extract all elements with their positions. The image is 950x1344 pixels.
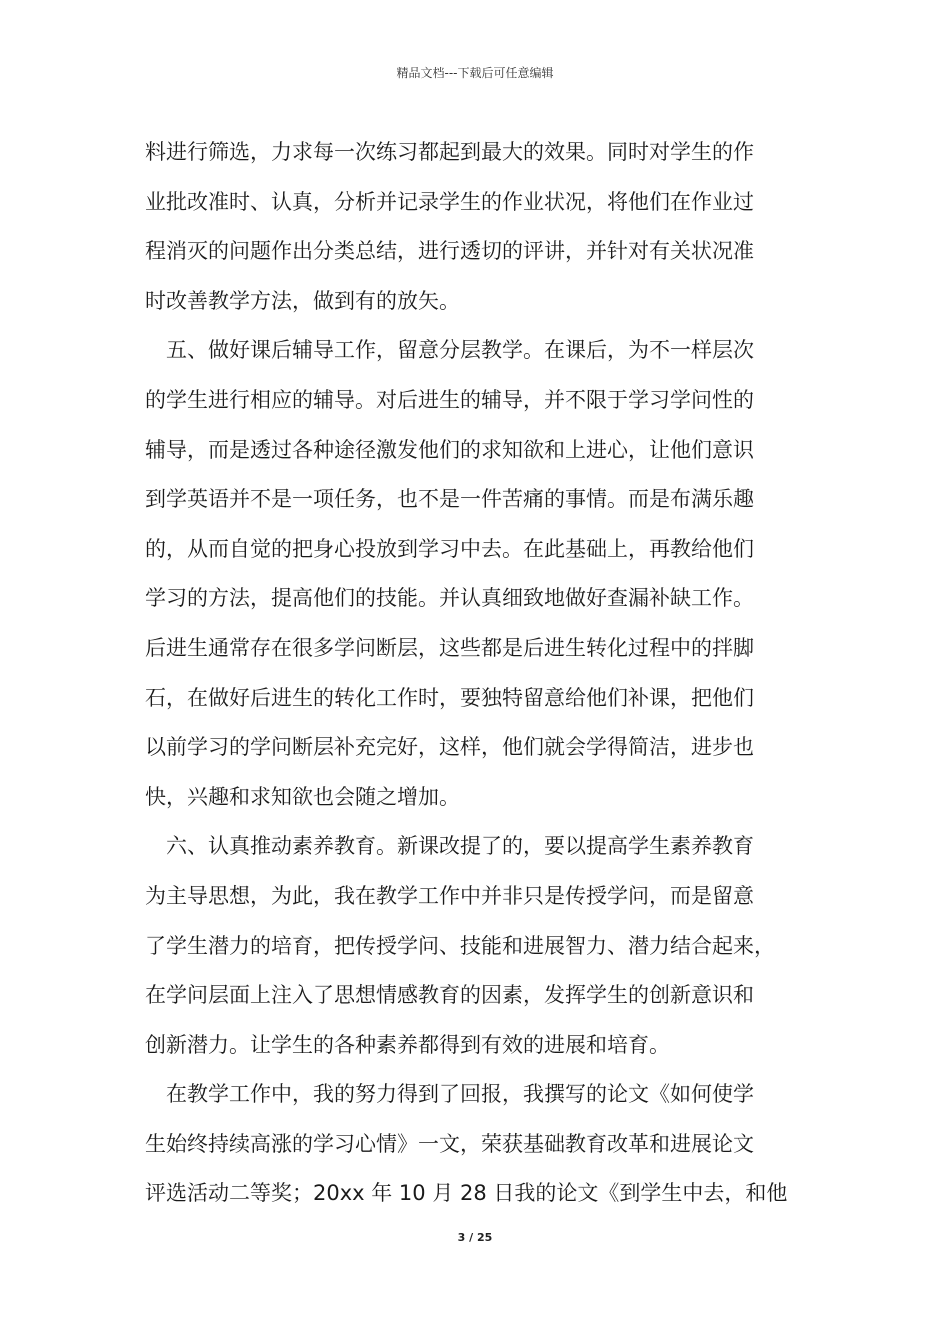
- text-line: 时改善教学方法，做到有的放矢。: [145, 288, 460, 313]
- text-line: 程消灭的问题作出分类总结，进行透切的评讲，并针对有关状况准: [145, 239, 754, 264]
- text-line: 生始终持续高涨的学习心情》一文，荣获基础教育改革和进展论文: [145, 1131, 754, 1156]
- text-line: 评选活动二等奖；20xx 年 10 月 28 日我的论文《到学生中去，和他: [145, 1181, 788, 1206]
- text-line: 以前学习的学问断层补充完好，这样，他们就会学得简洁，进步也: [145, 735, 754, 760]
- page-number: 3 / 25: [457, 1231, 493, 1244]
- page-header: 精品文档---下载后可任意编辑: [396, 66, 554, 80]
- text-line: 后进生通常存在很多学问断层，这些都是后进生转化过程中的拌脚: [145, 635, 754, 660]
- paragraph-start-line: 六、认真推动素养教育。新课改提了的，要以提高学生素养教育: [166, 834, 754, 859]
- text-line: 业批改准时、认真，分析并记录学生的作业状况，将他们在作业过: [145, 189, 754, 214]
- text-line: 辅导，而是透过各种途径激发他们的求知欲和上进心，让他们意识: [145, 437, 754, 462]
- paragraph-start-line: 在教学工作中，我的努力得到了回报，我撰写的论文《如何使学: [166, 1082, 754, 1107]
- text-line: 学习的方法，提高他们的技能。并认真细致地做好查漏补缺工作。: [145, 586, 754, 611]
- text-line: 了学生潜力的培育，把传授学问、技能和进展智力、潜力结合起来，: [145, 933, 775, 958]
- text-line: 料进行筛选，力求每一次练习都起到最大的效果。同时对学生的作: [145, 140, 754, 164]
- text-line: 为主导思想，为此，我在教学工作中并非只是传授学问，而是留意: [145, 883, 754, 908]
- document-body: [145, 128, 815, 1219]
- text-line: 的，从而自觉的把身心投放到学习中去。在此基础上，再教给他们: [145, 536, 754, 561]
- text-line: 创新潜力。让学生的各种素养都得到有效的进展和培育。: [145, 1032, 670, 1057]
- text-line: 到学英语并不是一项任务，也不是一件苦痛的事情。而是布满乐趣: [145, 487, 754, 512]
- paragraph-start-line: 五、做好课后辅导工作，留意分层教学。在课后，为不一样层次: [166, 338, 754, 363]
- text-line: 的学生进行相应的辅导。对后进生的辅导，并不限于学习学问性的: [145, 387, 754, 412]
- text-line: 在学问层面上注入了思想情感教育的因素，发挥学生的创新意识和: [145, 983, 754, 1008]
- text-line: 石，在做好后进生的转化工作时，要独特留意给他们补课，把他们: [145, 685, 754, 710]
- text-line: 快，兴趣和求知欲也会随之增加。: [145, 784, 460, 809]
